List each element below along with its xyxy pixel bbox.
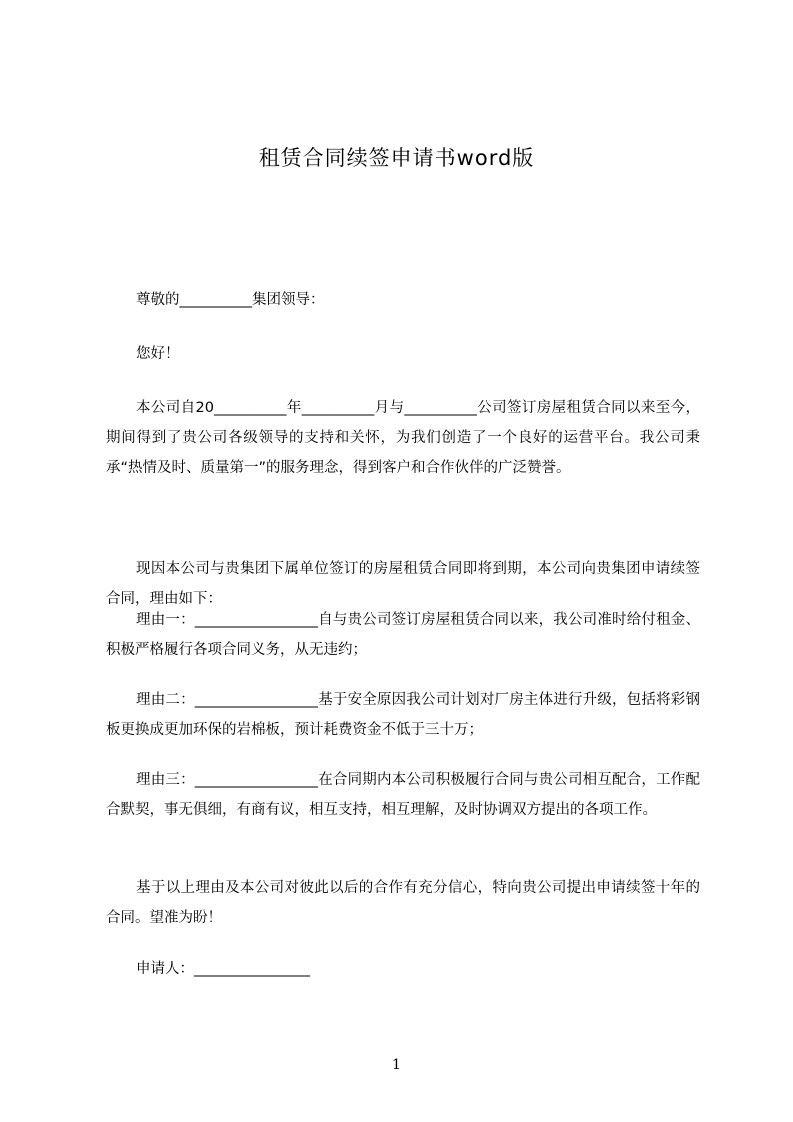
greeting: 您好！ — [136, 346, 180, 362]
reason-intro-paragraph: 现因本公司与贵集团下属单位签订的房屋租赁合同即将到期，本公司向贵集团申请续签合同，理由如下： — [106, 561, 700, 607]
salutation: 尊敬的__________集团领导： — [136, 292, 325, 308]
applicant-line: 申请人：________________ — [136, 961, 310, 977]
intro-paragraph: 本公司自20__________年__________月与__________公司签订房屋租赁合同以来至今，期间得到了贵公司各级领导的支持和关怀，为我们创造了一个良好的运营平台。我公司秉承“热情及时、质量第一”的服务理念，得到客户和合作伙伴的广泛赞誉。 — [106, 400, 700, 476]
closing-paragraph: 基于以上理由及本公司对彼此以后的合作有充分信心，特向贵公司提出申请续签十年的合同。望准为盼！ — [106, 880, 700, 926]
reason-two-paragraph: 理由二：_________________基于安全原因我公司计划对厂房主体进行升级，包括将彩钢板更换成更加环保的岩棉板，预计耗费资金不低于三十万； — [106, 692, 700, 738]
reason-one-paragraph: 理由一：_________________自与贵公司签订房屋租赁合同以来，我公司准时给付租金、积极严格履行各项合同义务，从无违约； — [106, 612, 700, 658]
document-title: 租赁合同续签申请书word版 — [258, 146, 535, 170]
page-number: 1 — [392, 1057, 401, 1073]
reason-three-paragraph: 理由三：_________________在合同期内本公司积极履行合同与贵公司相互配合，工作配合默契，事无俱细，有商有议，相互支持，相互理解，及时协调双方提出的各项工作。 — [106, 772, 700, 818]
